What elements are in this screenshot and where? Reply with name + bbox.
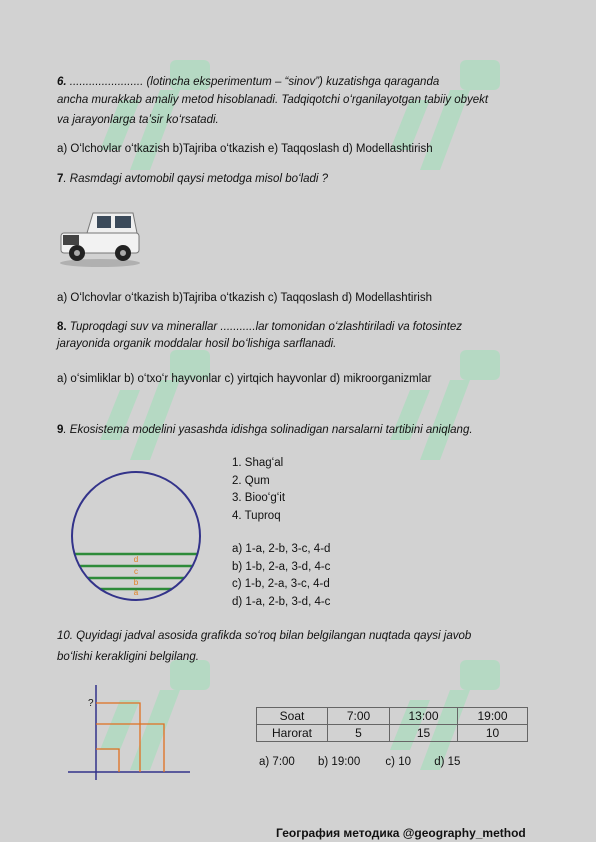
q6-line3: va jarayonlarga taʼsir koʻrsatadi. <box>57 114 219 126</box>
q6-line1: 6. ....................... (lotincha eksperimentum – “sinov”) kuzatishga qaraganda <box>57 76 440 88</box>
watermark-logo <box>370 40 510 200</box>
q10-answer: d) 15 <box>434 756 461 768</box>
q7-question: 7. Rasmdagi avtomobil qaysi metodga misol boʻladi ? <box>57 173 329 185</box>
q8-line1: 8. Tuproqdagi suv va minerallar ...........lar tomonidan oʻzlashtiriladi va fotosintez <box>57 321 463 333</box>
guide-lines-19 <box>96 703 140 772</box>
guide-lines-7 <box>96 749 119 772</box>
table-cell: 7:00 <box>328 708 390 725</box>
q10-answer: a) 7:00 <box>259 756 295 768</box>
table-cell: Harorat <box>257 725 328 742</box>
q9-item: 4. Tuproq <box>232 509 281 522</box>
watermark-logo <box>370 330 510 490</box>
q10-table <box>256 707 528 742</box>
q10-answer: c) 10 <box>385 756 411 768</box>
q8-number: 8. <box>57 321 67 333</box>
layer-label-b: b <box>133 578 139 587</box>
table-cell: 5 <box>328 725 390 742</box>
table-row <box>257 708 528 725</box>
table-row <box>257 725 528 742</box>
q9-number: 9 <box>57 424 64 436</box>
ecosystem-jar-diagram <box>68 465 204 607</box>
table-cell: 10 <box>458 725 528 742</box>
table-cell: 13:00 <box>390 708 458 725</box>
q6-number: 6. <box>57 76 67 88</box>
q9-item: 2. Qum <box>232 474 270 487</box>
q9-item: 3. Biooʻgʻit <box>232 492 286 504</box>
footer-credit: География методика @geography_method <box>276 826 526 840</box>
q9-answer: c) 1-b, 2-a, 3-c, 4-d <box>232 578 330 590</box>
q10-line2: boʻlishi kerakligini belgilang. <box>57 651 199 663</box>
q8-line2: jarayonida organik moddalar hosil boʻlishiga sarflanadi. <box>57 338 337 350</box>
q6-options: a) Oʻlchovlar oʻtkazish b)Tajriba oʻtkazish e) Taqqoslash d) Modellashtirish <box>57 143 433 155</box>
layer-label-c: c <box>134 567 138 576</box>
q9-answer: d) 1-a, 2-b, 3-d, 4-c <box>232 595 331 608</box>
q9-answer: b) 1-b, 2-a, 3-d, 4-c <box>232 560 331 573</box>
q7-options: a) Oʻlchovlar oʻtkazish b)Tajriba oʻtkazish c) Taqqoslash d) Modellashtirish <box>57 292 432 304</box>
table-cell: 19:00 <box>458 708 528 725</box>
q10-graph <box>68 680 194 780</box>
guide-lines-13 <box>96 724 164 772</box>
jeep-image <box>57 205 143 267</box>
q10-answer: b) 19:00 <box>318 756 361 768</box>
q8-options: a) oʻsimliklar b) oʻtxoʻr hayvonlar c) yirtqich hayvonlar d) mikroorganizmlar <box>57 373 432 385</box>
q6-line2: ancha murakkab amaliy metod hisoblanadi. Tadqiqotchi oʻrganilayotgan tabiiy obyekt <box>57 94 489 106</box>
table-cell: 15 <box>390 725 458 742</box>
table-cell: Soat <box>257 708 328 725</box>
layer-label-a: a <box>133 588 139 597</box>
q10-line1: 10. Quyidagi jadval asosida grafikda soʻroq bilan belgilangan nuqtada qaysi javob <box>57 630 472 642</box>
q9-items-list <box>232 455 285 525</box>
question-mark: ? <box>88 698 94 709</box>
q9-answers-list <box>232 541 330 611</box>
q9-answer: a) 1-a, 2-b, 3-c, 4-d <box>232 543 331 555</box>
layer-label-d: d <box>133 555 139 564</box>
q9-question: 9. Ekosistema modelini yasashda idishga solinadigan narsalarni tartibini aniqlang. <box>57 424 473 436</box>
q7-number: 7 <box>57 173 64 185</box>
q10-answers <box>259 756 460 768</box>
q9-item: 1. Shagʻal <box>232 457 284 469</box>
